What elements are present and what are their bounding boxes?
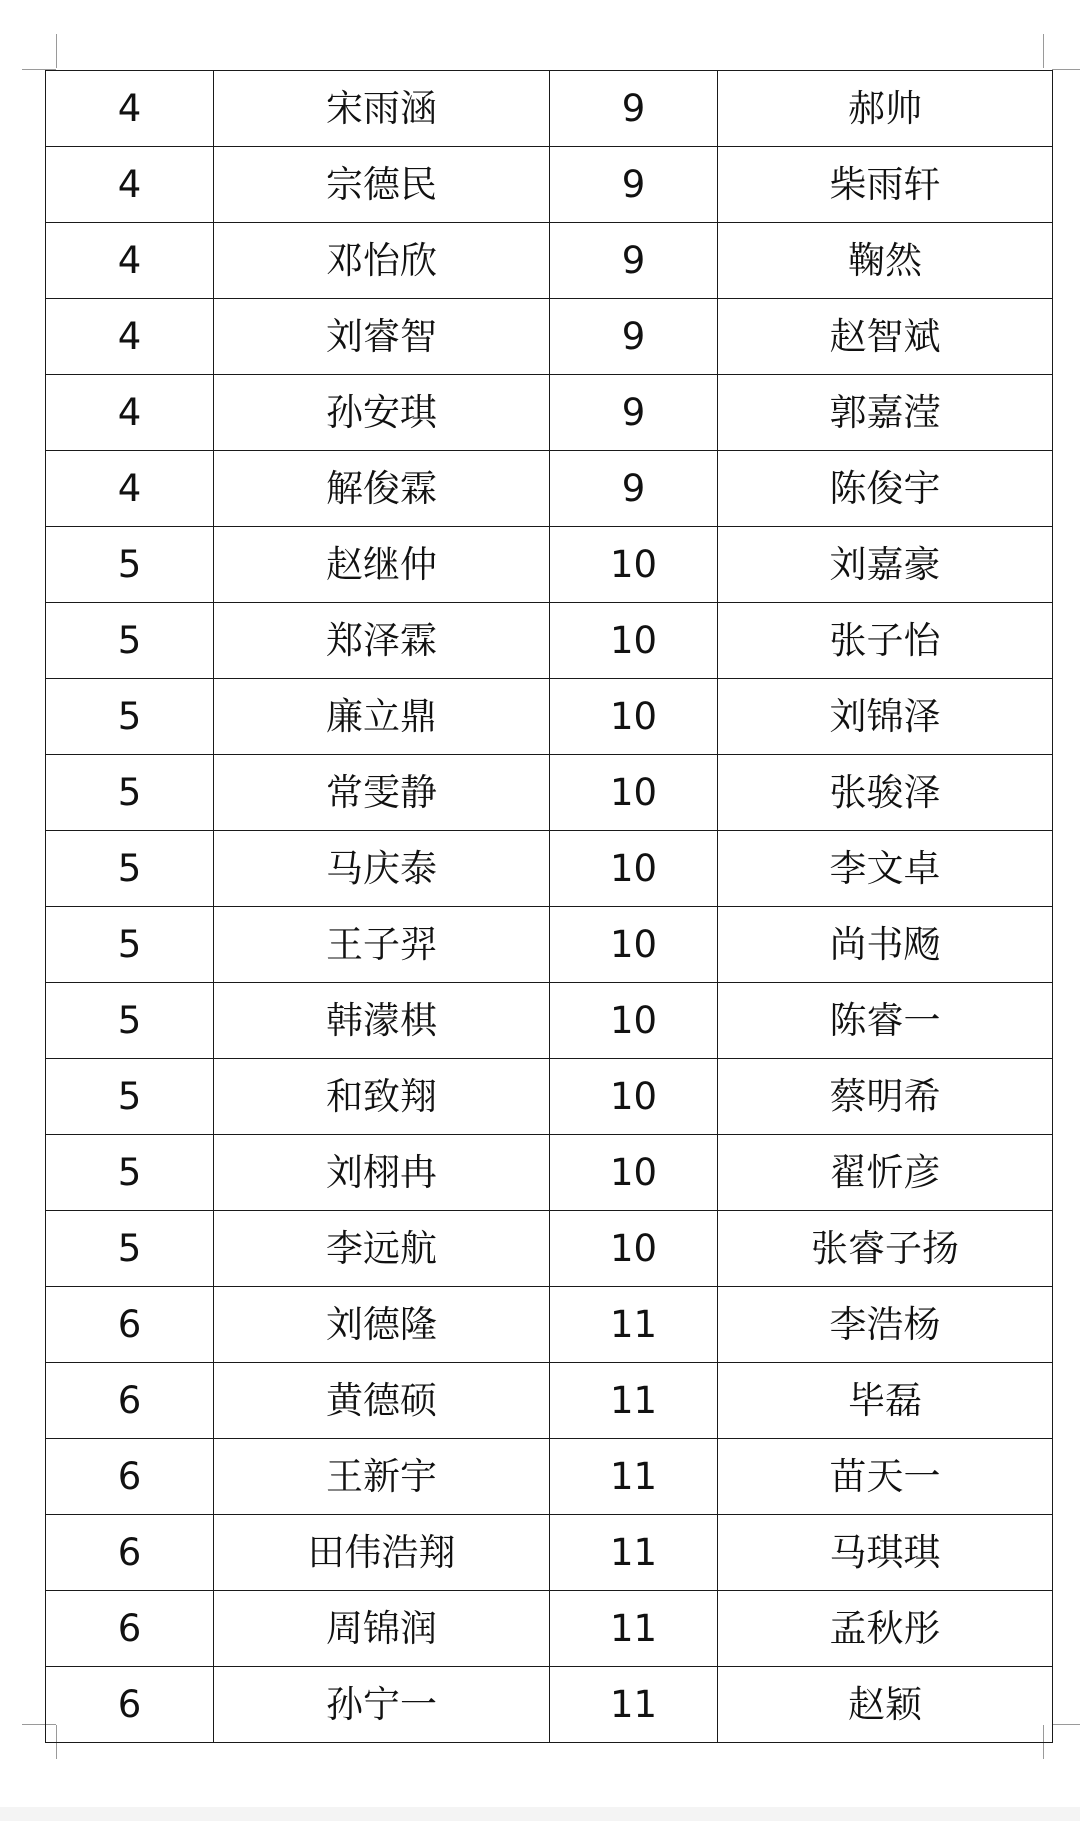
roster-table [45,70,1053,1743]
group-number-right-cell: 11 [550,1515,718,1591]
student-name-right-cell: 蔡明希 [718,1059,1053,1135]
group-number-left-cell: 5 [46,1059,214,1135]
group-number-left-cell: 6 [46,1667,214,1743]
student-name-left-cell: 宋雨涵 [214,71,550,147]
student-name-right-cell: 翟忻彦 [718,1135,1053,1211]
student-name-right-cell: 张子怡 [718,603,1053,679]
group-number-right-cell: 10 [550,1135,718,1211]
table-row [46,831,1053,907]
group-number-left-cell: 4 [46,147,214,223]
student-name-left-cell: 郑泽霖 [214,603,550,679]
group-number-left-cell: 5 [46,907,214,983]
group-number-left-cell: 5 [46,831,214,907]
group-number-left-cell: 6 [46,1515,214,1591]
student-name-right-cell: 毕磊 [718,1363,1053,1439]
student-name-right-cell: 郝帅 [718,71,1053,147]
group-number-left-cell: 4 [46,451,214,527]
crop-mark-top-left-vertical [56,34,57,68]
student-name-left-cell: 赵继仲 [214,527,550,603]
student-name-right-cell: 李文卓 [718,831,1053,907]
group-number-left-cell: 4 [46,71,214,147]
student-name-right-cell: 郭嘉滢 [718,375,1053,451]
student-name-left-cell: 周锦润 [214,1591,550,1667]
student-name-left-cell: 韩濛棋 [214,983,550,1059]
student-name-right-cell: 刘锦泽 [718,679,1053,755]
student-name-left-cell: 王新宇 [214,1439,550,1515]
group-number-left-cell: 4 [46,299,214,375]
student-name-right-cell: 陈俊宇 [718,451,1053,527]
group-number-left-cell: 5 [46,1135,214,1211]
student-name-left-cell: 孙安琪 [214,375,550,451]
table-row [46,147,1053,223]
group-number-right-cell: 9 [550,299,718,375]
student-name-left-cell: 刘睿智 [214,299,550,375]
table-row [46,451,1053,527]
group-number-right-cell: 9 [550,147,718,223]
group-number-left-cell: 5 [46,603,214,679]
group-number-right-cell: 10 [550,755,718,831]
group-number-right-cell: 10 [550,1059,718,1135]
group-number-left-cell: 5 [46,679,214,755]
table-row [46,603,1053,679]
table-row [46,375,1053,451]
table-row [46,1059,1053,1135]
student-name-left-cell: 宗德民 [214,147,550,223]
student-name-right-cell: 李浩杨 [718,1287,1053,1363]
group-number-left-cell: 6 [46,1439,214,1515]
student-name-left-cell: 王子羿 [214,907,550,983]
table-row [46,1439,1053,1515]
table-row [46,1515,1053,1591]
group-number-right-cell: 9 [550,71,718,147]
table-row [46,1591,1053,1667]
student-name-right-cell: 赵颖 [718,1667,1053,1743]
table-row [46,983,1053,1059]
table-row [46,71,1053,147]
group-number-left-cell: 5 [46,1211,214,1287]
group-number-right-cell: 11 [550,1287,718,1363]
student-name-right-cell: 鞠然 [718,223,1053,299]
student-name-left-cell: 黄德硕 [214,1363,550,1439]
group-number-right-cell: 9 [550,451,718,527]
table-row [46,1363,1053,1439]
group-number-left-cell: 5 [46,755,214,831]
table-row [46,755,1053,831]
group-number-left-cell: 5 [46,527,214,603]
table-row [46,907,1053,983]
crop-mark-bottom-right-horizontal [1052,1724,1080,1725]
table-row [46,679,1053,755]
student-name-left-cell: 刘栩冉 [214,1135,550,1211]
student-name-left-cell: 刘德隆 [214,1287,550,1363]
crop-mark-top-right-horizontal [1052,69,1080,70]
student-name-right-cell: 尚书飏 [718,907,1053,983]
group-number-right-cell: 10 [550,603,718,679]
student-name-right-cell: 张睿子扬 [718,1211,1053,1287]
table-row [46,1667,1053,1743]
student-name-right-cell: 孟秋彤 [718,1591,1053,1667]
roster-table-body [46,71,1053,1743]
student-name-left-cell: 马庆泰 [214,831,550,907]
student-name-left-cell: 和致翔 [214,1059,550,1135]
table-row [46,1287,1053,1363]
group-number-right-cell: 11 [550,1363,718,1439]
group-number-right-cell: 11 [550,1439,718,1515]
group-number-right-cell: 10 [550,527,718,603]
group-number-right-cell: 9 [550,223,718,299]
student-name-right-cell: 苗天一 [718,1439,1053,1515]
table-row [46,1135,1053,1211]
group-number-right-cell: 10 [550,1211,718,1287]
group-number-right-cell: 10 [550,831,718,907]
student-name-left-cell: 廉立鼎 [214,679,550,755]
group-number-left-cell: 5 [46,983,214,1059]
crop-mark-top-right-vertical [1043,34,1044,68]
student-name-right-cell: 马琪琪 [718,1515,1053,1591]
table-row [46,299,1053,375]
page-bottom-edge [0,1807,1080,1821]
student-name-left-cell: 孙宁一 [214,1667,550,1743]
group-number-right-cell: 10 [550,679,718,755]
group-number-left-cell: 6 [46,1363,214,1439]
group-number-left-cell: 6 [46,1287,214,1363]
student-name-right-cell: 赵智斌 [718,299,1053,375]
student-name-left-cell: 田伟浩翔 [214,1515,550,1591]
student-name-left-cell: 常雯静 [214,755,550,831]
table-row [46,223,1053,299]
student-name-left-cell: 邓怡欣 [214,223,550,299]
student-name-right-cell: 张骏泽 [718,755,1053,831]
group-number-right-cell: 11 [550,1667,718,1743]
student-name-right-cell: 柴雨轩 [718,147,1053,223]
student-name-left-cell: 解俊霖 [214,451,550,527]
group-number-right-cell: 11 [550,1591,718,1667]
group-number-right-cell: 9 [550,375,718,451]
group-number-left-cell: 6 [46,1591,214,1667]
student-name-right-cell: 刘嘉豪 [718,527,1053,603]
table-row [46,527,1053,603]
group-number-left-cell: 4 [46,223,214,299]
table-row [46,1211,1053,1287]
group-number-left-cell: 4 [46,375,214,451]
student-name-left-cell: 李远航 [214,1211,550,1287]
student-name-right-cell: 陈睿一 [718,983,1053,1059]
group-number-right-cell: 10 [550,983,718,1059]
group-number-right-cell: 10 [550,907,718,983]
